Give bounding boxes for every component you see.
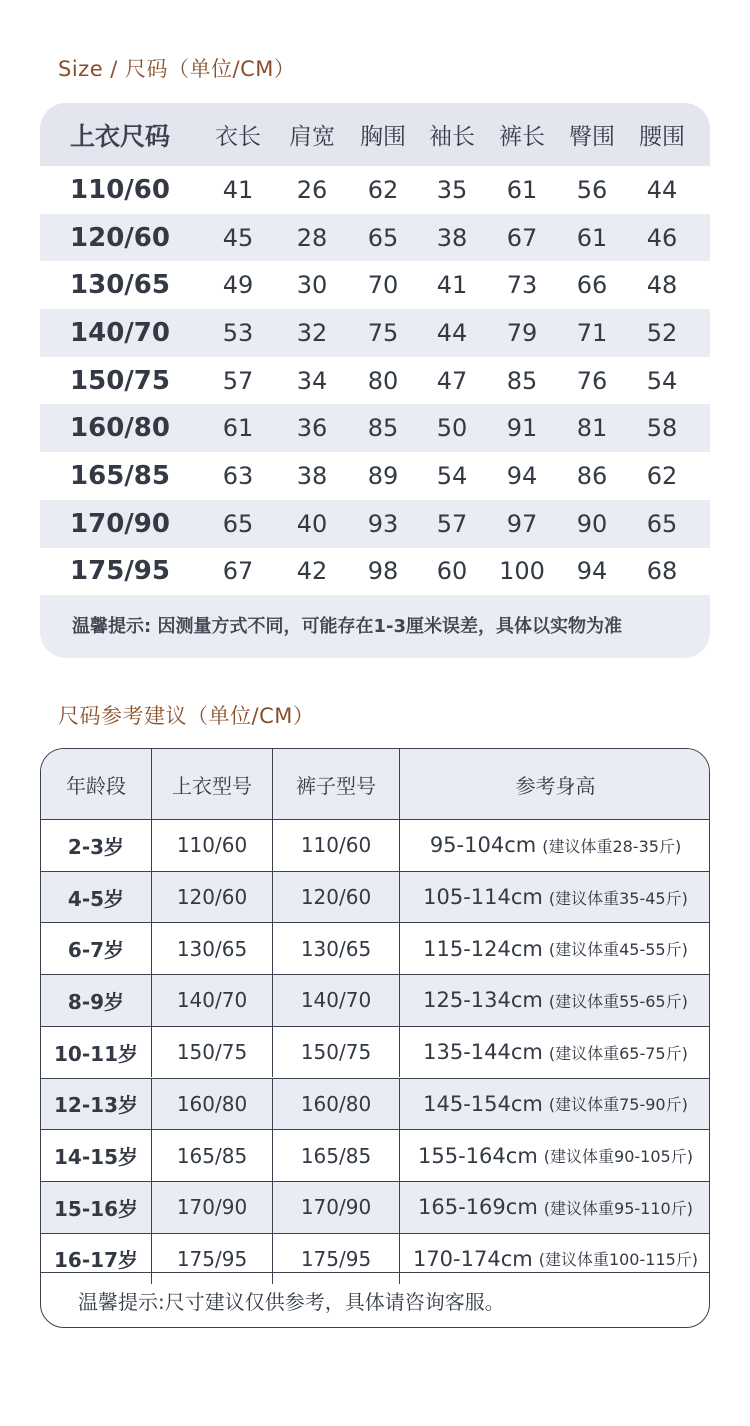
measure-cell: 26 [296, 175, 328, 204]
measure-cell: 46 [646, 223, 678, 252]
size-label-cell: 165/85 [70, 461, 170, 492]
measure-cell: 57 [436, 509, 468, 538]
height-range: 135-144cm [423, 1040, 543, 1065]
top-size-cell: 175/95 [151, 1234, 272, 1285]
measure-cell: 85 [506, 366, 538, 395]
reference-row [41, 871, 709, 923]
age-cell: 4-5岁 [67, 886, 125, 911]
measure-cell: 61 [222, 414, 254, 443]
measure-cell: 32 [296, 318, 328, 347]
header-cell: 参考身高 [399, 749, 710, 819]
age-cell: 2-3岁 [67, 834, 125, 859]
size-row [40, 405, 710, 453]
measure-cell: 66 [576, 271, 608, 300]
height-range: 170-174cm [412, 1246, 533, 1271]
age-cell: 6-7岁 [67, 938, 125, 963]
top-size-cell: 110/60 [151, 820, 272, 871]
measure-cell: 36 [296, 414, 328, 443]
size-table-title: Size / 尺码（单位/CM） [58, 57, 296, 81]
reference-row [41, 1129, 709, 1181]
size-table-header [40, 103, 710, 166]
height-range: 115-124cm [423, 936, 543, 961]
measure-cell: 90 [576, 509, 608, 538]
measure-cell: 30 [296, 271, 328, 300]
measure-cell: 35 [436, 175, 468, 204]
measure-cell: 47 [436, 366, 468, 395]
measure-cell: 45 [222, 223, 254, 252]
size-label-cell: 130/65 [70, 270, 170, 301]
measure-cell: 68 [646, 557, 678, 586]
measure-cell: 98 [367, 557, 399, 586]
reference-row [41, 819, 709, 871]
measure-cell: 41 [222, 175, 254, 204]
reference-table-title: 尺码参考建议（单位/CM） [58, 704, 315, 728]
measure-cell: 62 [646, 462, 678, 491]
measure-cell: 65 [646, 509, 678, 538]
age-cell: 14-15岁 [54, 1145, 138, 1170]
measure-cell: 42 [296, 557, 328, 586]
measure-cell: 38 [296, 462, 328, 491]
weight-suggestion: (建议体重65-75斤) [548, 1043, 688, 1063]
size-row [40, 500, 710, 548]
size-label-cell: 175/95 [70, 556, 170, 587]
weight-suggestion: (建议体重45-55斤) [548, 940, 688, 960]
measure-cell: 79 [506, 318, 538, 347]
header-cell: 裤子型号 [272, 749, 399, 819]
height-cell [399, 923, 710, 974]
pants-size-cell: 110/60 [272, 820, 399, 871]
measure-cell: 52 [646, 318, 678, 347]
top-size-cell: 170/90 [151, 1182, 272, 1233]
height-range: 95-104cm [429, 833, 537, 858]
measure-cell: 67 [506, 223, 538, 252]
measure-cell: 60 [436, 557, 468, 586]
header-cell: 衣长 [215, 124, 261, 150]
height-cell [399, 1079, 710, 1130]
measure-cell: 80 [367, 366, 399, 395]
height-cell [399, 1027, 710, 1078]
pants-size-cell: 175/95 [272, 1234, 399, 1285]
pants-size-cell: 160/80 [272, 1079, 399, 1130]
height-cell [399, 975, 710, 1026]
height-range: 155-164cm [418, 1143, 538, 1168]
header-cell: 肩宽 [289, 124, 335, 150]
age-cell: 10-11岁 [54, 1041, 138, 1066]
header-cell: 腰围 [639, 124, 685, 150]
reference-table-header [41, 749, 709, 819]
age-cell: 8-9岁 [67, 989, 125, 1014]
weight-suggestion: (建议体重95-110斤) [543, 1198, 693, 1218]
height-range: 145-154cm [423, 1091, 543, 1116]
pants-size-cell: 165/85 [272, 1130, 399, 1181]
measure-cell: 86 [576, 462, 608, 491]
age-cell: 12-13岁 [54, 1093, 138, 1118]
measure-cell: 34 [296, 366, 328, 395]
size-label-cell: 160/80 [70, 413, 170, 444]
pants-size-cell: 170/90 [272, 1182, 399, 1233]
measure-cell: 93 [367, 509, 399, 538]
reference-row [41, 1181, 709, 1233]
size-row [40, 309, 710, 357]
top-size-cell: 165/85 [151, 1130, 272, 1181]
top-size-cell: 140/70 [151, 975, 272, 1026]
size-label-cell: 110/60 [70, 174, 170, 205]
measure-cell: 94 [576, 557, 608, 586]
pants-size-cell: 150/75 [272, 1027, 399, 1078]
measure-cell: 91 [506, 414, 538, 443]
height-cell [399, 872, 710, 923]
reference-table [40, 748, 710, 1328]
weight-suggestion: (建议体重100-115斤) [538, 1250, 699, 1270]
measure-cell: 67 [222, 557, 254, 586]
measure-cell: 75 [367, 318, 399, 347]
measure-cell: 70 [367, 271, 399, 300]
height-cell [399, 1182, 710, 1233]
weight-suggestion: (建议体重55-65斤) [548, 991, 688, 1011]
header-cell: 胸围 [360, 124, 406, 150]
size-row [40, 548, 710, 596]
measure-cell: 44 [646, 175, 678, 204]
pants-size-cell: 140/70 [272, 975, 399, 1026]
measure-cell: 48 [646, 271, 678, 300]
measure-cell: 44 [436, 318, 468, 347]
pants-size-cell: 120/60 [272, 872, 399, 923]
size-label-cell: 150/75 [70, 365, 170, 396]
header-cell: 年龄段 [66, 773, 126, 798]
height-range: 105-114cm [423, 885, 543, 910]
measure-cell: 76 [576, 366, 608, 395]
reference-row [41, 1078, 709, 1130]
size-table [40, 103, 710, 658]
measure-cell: 28 [296, 223, 328, 252]
measure-cell: 81 [576, 414, 608, 443]
measure-cell: 56 [576, 175, 608, 204]
measure-cell: 73 [506, 271, 538, 300]
size-row [40, 214, 710, 262]
size-row [40, 166, 710, 214]
measure-cell: 61 [576, 223, 608, 252]
weight-suggestion: (建议体重75-90斤) [548, 1095, 688, 1115]
measure-cell: 62 [367, 175, 399, 204]
size-note: 温馨提示: 因测量方式不同，可能存在1-3厘米误差，具体以实物为准 [72, 616, 622, 637]
measure-cell: 65 [222, 509, 254, 538]
size-row [40, 452, 710, 500]
measure-cell: 65 [367, 223, 399, 252]
measure-cell: 50 [436, 414, 468, 443]
header-cell: 袖长 [429, 124, 475, 150]
measure-cell: 57 [222, 366, 254, 395]
size-label-cell: 170/90 [70, 508, 170, 539]
top-size-cell: 120/60 [151, 872, 272, 923]
height-range: 125-134cm [423, 988, 543, 1013]
weight-suggestion: (建议体重28-35斤) [542, 836, 682, 856]
height-range: 165-169cm [418, 1195, 538, 1220]
header-cell: 臀围 [569, 124, 615, 150]
weight-suggestion: (建议体重35-45斤) [548, 888, 688, 908]
height-cell [399, 820, 710, 871]
reference-row [41, 1026, 709, 1078]
measure-cell: 40 [296, 509, 328, 538]
size-row [40, 261, 710, 309]
weight-suggestion: (建议体重90-105斤) [543, 1147, 693, 1167]
age-cell: 15-16岁 [54, 1196, 138, 1221]
measure-cell: 54 [436, 462, 468, 491]
reference-row [41, 974, 709, 1026]
measure-cell: 94 [506, 462, 538, 491]
measure-cell: 63 [222, 462, 254, 491]
measure-cell: 89 [367, 462, 399, 491]
reference-row [41, 922, 709, 974]
age-cell: 16-17岁 [54, 1248, 138, 1273]
height-cell [399, 1130, 710, 1181]
measure-cell: 100 [499, 557, 545, 586]
size-label-cell: 120/60 [70, 222, 170, 253]
header-cell: 裤长 [499, 124, 545, 150]
measure-cell: 97 [506, 509, 538, 538]
size-row [40, 357, 710, 405]
measure-cell: 38 [436, 223, 468, 252]
top-size-cell: 130/65 [151, 923, 272, 974]
measure-cell: 54 [646, 366, 678, 395]
reference-note: 温馨提示:尺寸建议仅供参考，具体请咨询客服。 [41, 1272, 709, 1327]
pants-size-cell: 130/65 [272, 923, 399, 974]
measure-cell: 61 [506, 175, 538, 204]
top-size-cell: 150/75 [151, 1027, 272, 1078]
header-cell: 上衣尺码 [69, 121, 170, 151]
measure-cell: 71 [576, 318, 608, 347]
size-label-cell: 140/70 [70, 317, 170, 348]
top-size-cell: 160/80 [151, 1079, 272, 1130]
measure-cell: 53 [222, 318, 254, 347]
measure-cell: 58 [646, 414, 678, 443]
measure-cell: 41 [436, 271, 468, 300]
header-cell: 上衣型号 [151, 749, 272, 819]
measure-cell: 49 [222, 271, 254, 300]
measure-cell: 85 [367, 414, 399, 443]
